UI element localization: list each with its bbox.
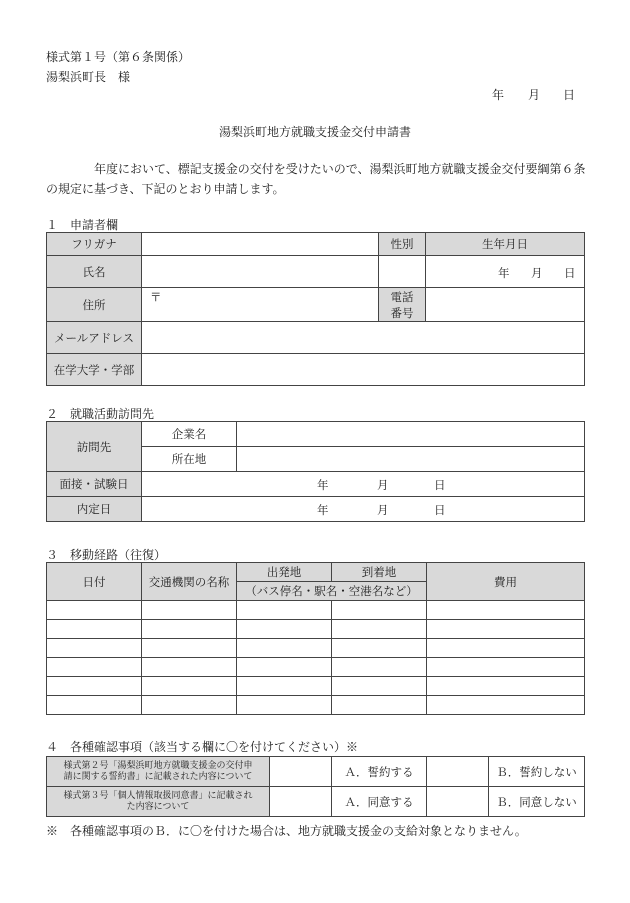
- route-cell[interactable]: [237, 601, 332, 620]
- route-cell[interactable]: [47, 696, 142, 715]
- offer-day: 日: [434, 503, 446, 517]
- route-cell[interactable]: [237, 658, 332, 677]
- route-cell[interactable]: [237, 696, 332, 715]
- route-cell[interactable]: [47, 639, 142, 658]
- route-cost-header: 費用: [427, 563, 585, 601]
- route-cell[interactable]: [142, 696, 237, 715]
- address-label: 住所: [47, 288, 142, 322]
- privacy-option-a: Ａ．同意する: [332, 787, 427, 817]
- route-cell[interactable]: [142, 601, 237, 620]
- birth-month: 月: [531, 266, 543, 280]
- route-row: [47, 658, 585, 677]
- visit-table: [46, 421, 585, 522]
- address-field[interactable]: [142, 288, 379, 322]
- route-place-note: （バス停名・駅名・空港名など）: [237, 582, 427, 601]
- visit-label: 訪問先: [47, 422, 142, 472]
- pledge-label: [47, 757, 270, 787]
- section-3-heading: ３ 移動経路（往復）: [46, 548, 167, 562]
- route-cell[interactable]: [237, 677, 332, 696]
- route-cell[interactable]: [237, 639, 332, 658]
- route-cell[interactable]: [427, 677, 585, 696]
- company-field[interactable]: [237, 422, 585, 447]
- route-cell[interactable]: [47, 620, 142, 639]
- privacy-label-line-2: た内容について: [126, 801, 190, 812]
- route-cell[interactable]: [427, 639, 585, 658]
- birthdate-label: 生年月日: [426, 233, 585, 256]
- route-row: [47, 677, 585, 696]
- offer-month: 月: [377, 503, 389, 517]
- section-2-heading: ２ 就職活動訪問先: [46, 407, 155, 421]
- route-cell[interactable]: [332, 601, 427, 620]
- name-label: 氏名: [47, 256, 142, 288]
- phone-label: [379, 288, 426, 322]
- pledge-b-check[interactable]: [427, 757, 489, 787]
- pledge-option-a: Ａ．誓約する: [332, 757, 427, 787]
- email-label: メールアドレス: [47, 322, 142, 354]
- privacy-label-line-1: 様式第３号「個人情報取扱同意書」に記載され: [63, 790, 253, 801]
- route-cell[interactable]: [332, 639, 427, 658]
- route-cell[interactable]: [427, 658, 585, 677]
- privacy-b-check[interactable]: [427, 787, 489, 817]
- route-cell[interactable]: [427, 696, 585, 715]
- route-date-header: 日付: [47, 563, 142, 601]
- route-cell[interactable]: [332, 677, 427, 696]
- route-cell[interactable]: [332, 696, 427, 715]
- route-row: [47, 620, 585, 639]
- section-4-heading: ４ 各種確認事項（該当する欄に〇を付けてください）※: [46, 740, 359, 754]
- route-cell[interactable]: [142, 658, 237, 677]
- route-row: [47, 639, 585, 658]
- route-cell[interactable]: [142, 639, 237, 658]
- section-1-heading: １ 申請者欄: [46, 218, 119, 232]
- route-cell[interactable]: [142, 677, 237, 696]
- interview-year: 年: [317, 478, 329, 492]
- postal-mark: 〒: [150, 290, 162, 304]
- date-year: 年: [492, 88, 505, 102]
- location-label: 所在地: [142, 447, 237, 472]
- route-cell[interactable]: [47, 658, 142, 677]
- pledge-a-check[interactable]: [270, 757, 332, 787]
- addressee: 湯梨浜町長 様: [46, 70, 131, 84]
- offer-label: 内定日: [47, 497, 142, 522]
- route-cell[interactable]: [427, 620, 585, 639]
- privacy-label: [47, 787, 270, 817]
- route-table: [46, 562, 585, 715]
- pledge-label-line-2: 請に関する誓約書」に記載された内容について: [63, 771, 253, 782]
- privacy-option-b: Ｂ．同意しない: [489, 787, 585, 817]
- form-number: 様式第１号（第６条関係）: [46, 50, 191, 64]
- route-transport-header: 交通機関の名称: [142, 563, 237, 601]
- offer-year: 年: [317, 503, 329, 517]
- confirmation-table: [46, 756, 585, 817]
- document-title: 湯梨浜町地方就職支援金交付申請書: [218, 125, 411, 139]
- route-row: [47, 601, 585, 620]
- applicant-table: [46, 232, 585, 386]
- pledge-option-b: Ｂ．誓約しない: [489, 757, 585, 787]
- offer-field[interactable]: [142, 497, 585, 522]
- interview-day: 日: [434, 478, 446, 492]
- interview-month: 月: [377, 478, 389, 492]
- interview-label: 面接・試験日: [47, 472, 142, 497]
- route-arrival-header: 到着地: [332, 563, 427, 582]
- route-cell[interactable]: [427, 601, 585, 620]
- footnote: ※ 各種確認事項のＢ．に〇を付けた場合は、地方就職支援金の支給対象となりません。: [46, 824, 527, 838]
- route-cell[interactable]: [47, 677, 142, 696]
- date-day: 日: [563, 88, 576, 102]
- route-cell[interactable]: [332, 658, 427, 677]
- route-cell[interactable]: [332, 620, 427, 639]
- gender-field[interactable]: [379, 256, 426, 288]
- furigana-label: フリガナ: [47, 233, 142, 256]
- route-cell[interactable]: [47, 601, 142, 620]
- university-label: 在学大学・学部: [47, 354, 142, 386]
- university-field[interactable]: [142, 354, 585, 386]
- date-month: 月: [528, 88, 541, 102]
- phone-label-line-2: 番号: [390, 305, 414, 320]
- furigana-field[interactable]: [142, 233, 379, 256]
- gender-label: 性別: [379, 233, 426, 256]
- phone-field[interactable]: [426, 288, 585, 322]
- route-cell[interactable]: [237, 620, 332, 639]
- company-label: 企業名: [142, 422, 237, 447]
- name-field[interactable]: [142, 256, 379, 288]
- privacy-a-check[interactable]: [270, 787, 332, 817]
- pledge-label-line-1: 様式第２号「湯梨浜町地方就職支援金の交付申: [63, 760, 253, 771]
- birth-day: 日: [564, 266, 576, 280]
- phone-label-line-1: 電話: [390, 289, 414, 304]
- location-field[interactable]: [237, 447, 585, 472]
- intro-line-2: の規定に基づき、下記のとおり申請します。: [46, 182, 285, 196]
- email-field[interactable]: [142, 322, 585, 354]
- intro-line-1: 年度において、標記支援金の交付を受けたいので、湯梨浜町地方就職支援金交付要綱第６条: [94, 162, 586, 176]
- interview-field[interactable]: [142, 472, 585, 497]
- route-cell[interactable]: [142, 620, 237, 639]
- birth-year: 年: [498, 266, 510, 280]
- birthdate-field[interactable]: [426, 256, 585, 288]
- route-departure-header: 出発地: [237, 563, 332, 582]
- route-row: [47, 696, 585, 715]
